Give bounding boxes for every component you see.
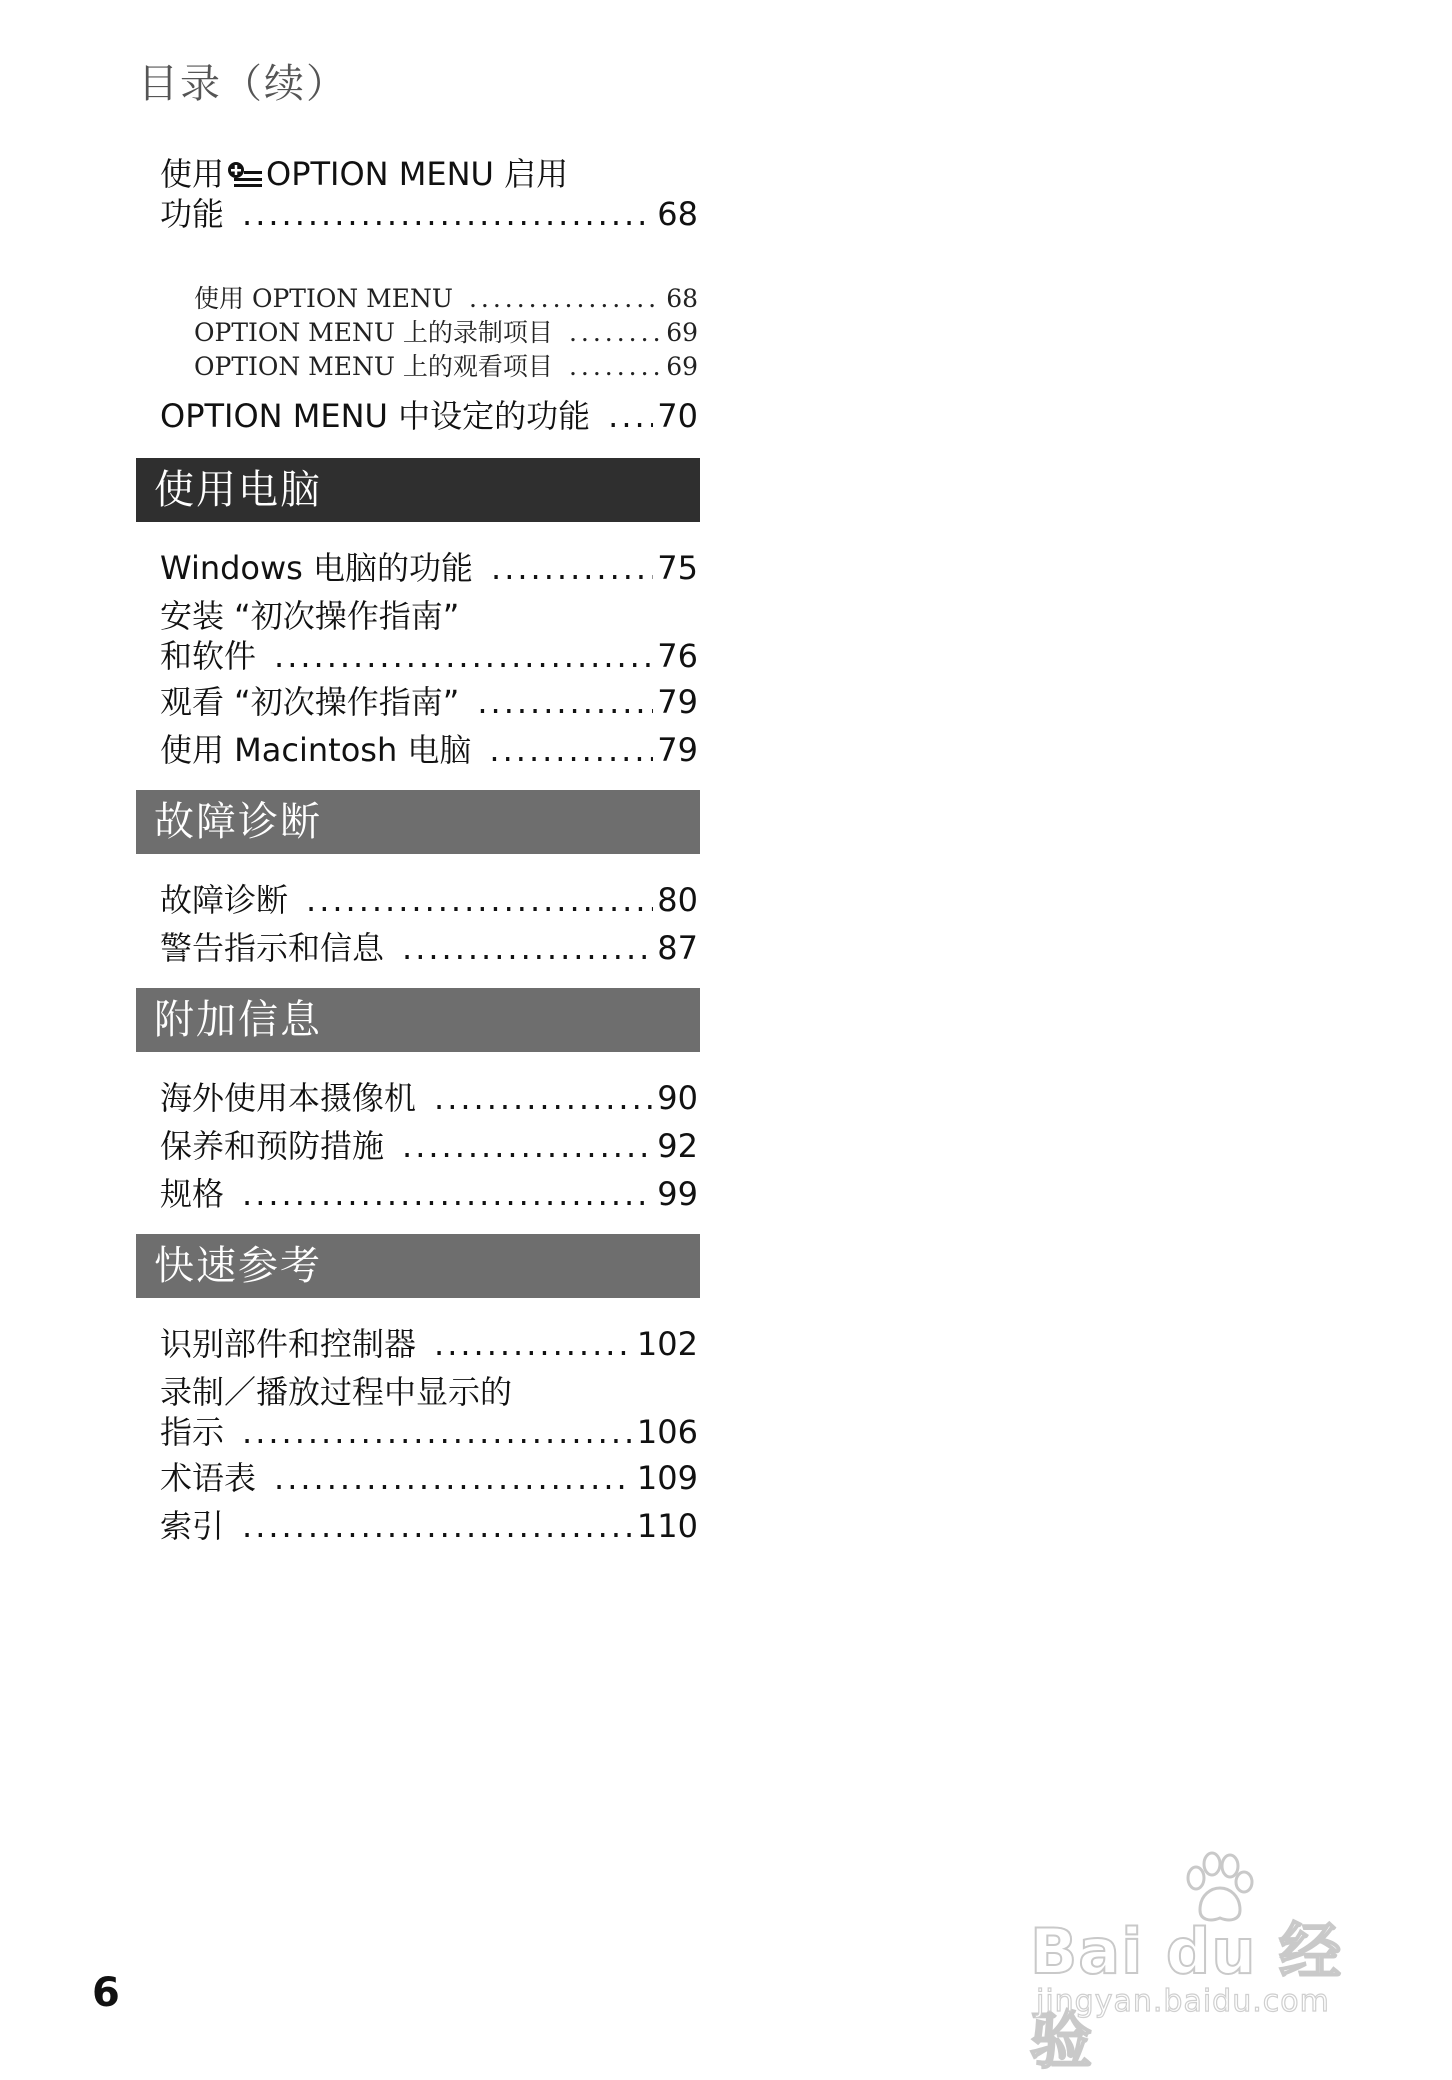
leader-dots: [242, 194, 653, 234]
entry-label: 规格: [160, 1175, 225, 1213]
entry-page: 76: [657, 637, 698, 675]
entry-label: 使用 OPTION MENU: [194, 284, 453, 313]
leader-dots: [402, 928, 653, 968]
entry-text: 录制／播放过程中显示的: [160, 1373, 513, 1411]
entry-label: 和软件: [160, 637, 257, 675]
entry-page: 69: [666, 352, 698, 381]
leader-dots: [274, 1458, 633, 1498]
toc-entry[interactable]: [160, 730, 698, 770]
toc-entry-option-menu[interactable]: [160, 154, 698, 234]
toc-entry[interactable]: [160, 682, 698, 722]
leader-dots: [242, 1174, 653, 1214]
option-menu-icon: [226, 159, 264, 189]
entry-label: 索引: [160, 1507, 225, 1545]
entry-page: 90: [657, 1079, 698, 1117]
watermark: [1030, 1848, 1390, 2077]
leader-dots: [569, 352, 662, 382]
leader-dots: [306, 880, 653, 920]
leader-dots: [242, 1506, 633, 1546]
leader-dots: [402, 1126, 653, 1166]
leader-dots: [242, 1412, 633, 1452]
entry-label: 术语表: [160, 1459, 257, 1497]
entry-page: 69: [666, 318, 698, 347]
entry-text: OPTION MENU 启用: [266, 155, 569, 193]
leader-dots: [608, 396, 653, 436]
entry-page: 79: [657, 731, 698, 769]
entry-label: OPTION MENU 上的观看项目: [194, 352, 553, 381]
leader-dots: [274, 636, 653, 676]
entry-label: 指示: [160, 1413, 225, 1451]
section-header-troubleshooting: 故障诊断: [136, 790, 700, 854]
section-header-additional: 附加信息: [136, 988, 700, 1052]
toc-entry[interactable]: [160, 1458, 698, 1498]
entry-label: 故障诊断: [160, 881, 289, 919]
entry-page: 87: [657, 929, 698, 967]
entry-page: 110: [636, 1507, 698, 1545]
page-title: 目录（续）: [138, 61, 348, 107]
watermark-brand: Bai du 经验: [1030, 1915, 1343, 2077]
leader-dots: [469, 284, 662, 314]
toc-entry[interactable]: [160, 396, 698, 436]
leader-dots: [434, 1324, 633, 1364]
leader-dots: [434, 1078, 653, 1118]
toc-entry[interactable]: [160, 548, 698, 588]
leader-dots: [491, 548, 653, 588]
entry-page: 102: [636, 1325, 698, 1363]
toc-entry[interactable]: [160, 880, 698, 920]
toc-entry[interactable]: [160, 1506, 698, 1546]
toc-subentry[interactable]: [194, 284, 698, 314]
page-number: 6: [92, 1970, 120, 2016]
entry-page: 109: [636, 1459, 698, 1497]
entry-label: 功能: [160, 195, 225, 233]
entry-page: 99: [657, 1175, 698, 1213]
toc-entry[interactable]: [160, 1324, 698, 1364]
entry-page: 106: [636, 1413, 698, 1451]
entry-label: OPTION MENU 中设定的功能: [160, 397, 591, 435]
entry-label: 警告指示和信息: [160, 929, 385, 967]
toc-entry[interactable]: [160, 596, 698, 676]
entry-page: 80: [657, 881, 698, 919]
entry-text: 使用: [160, 155, 225, 193]
entry-page: 75: [657, 549, 698, 587]
toc-entry[interactable]: [160, 1126, 698, 1166]
toc-entry[interactable]: [160, 1372, 698, 1452]
entry-label: 保养和预防措施: [160, 1127, 385, 1165]
section-header-computer: 使用电脑: [136, 458, 700, 522]
section-header-quick-reference: 快速参考: [136, 1234, 700, 1298]
entry-label: 观看 “初次操作指南”: [160, 683, 460, 721]
leader-dots: [569, 318, 662, 348]
entry-label: Windows 电脑的功能: [160, 549, 474, 587]
leader-dots: [477, 682, 653, 722]
entry-text: 安装 “初次操作指南”: [160, 597, 460, 635]
toc-entry[interactable]: [160, 1174, 698, 1214]
entry-page: 92: [657, 1127, 698, 1165]
entry-page: 70: [657, 397, 698, 435]
entry-label: 使用 Macintosh 电脑: [160, 731, 472, 769]
toc-subentry[interactable]: [194, 352, 698, 382]
watermark-url: jingyan.baidu.com: [1036, 1984, 1330, 2019]
entry-page: 68: [666, 284, 698, 313]
entry-label: 海外使用本摄像机: [160, 1079, 417, 1117]
toc-entry[interactable]: [160, 928, 698, 968]
entry-label: 识别部件和控制器: [160, 1325, 417, 1363]
entry-page: 68: [657, 195, 698, 233]
entry-page: 79: [657, 683, 698, 721]
toc-entry[interactable]: [160, 1078, 698, 1118]
entry-label: OPTION MENU 上的录制项目: [194, 318, 553, 347]
leader-dots: [489, 730, 653, 770]
toc-subentry[interactable]: [194, 318, 698, 348]
